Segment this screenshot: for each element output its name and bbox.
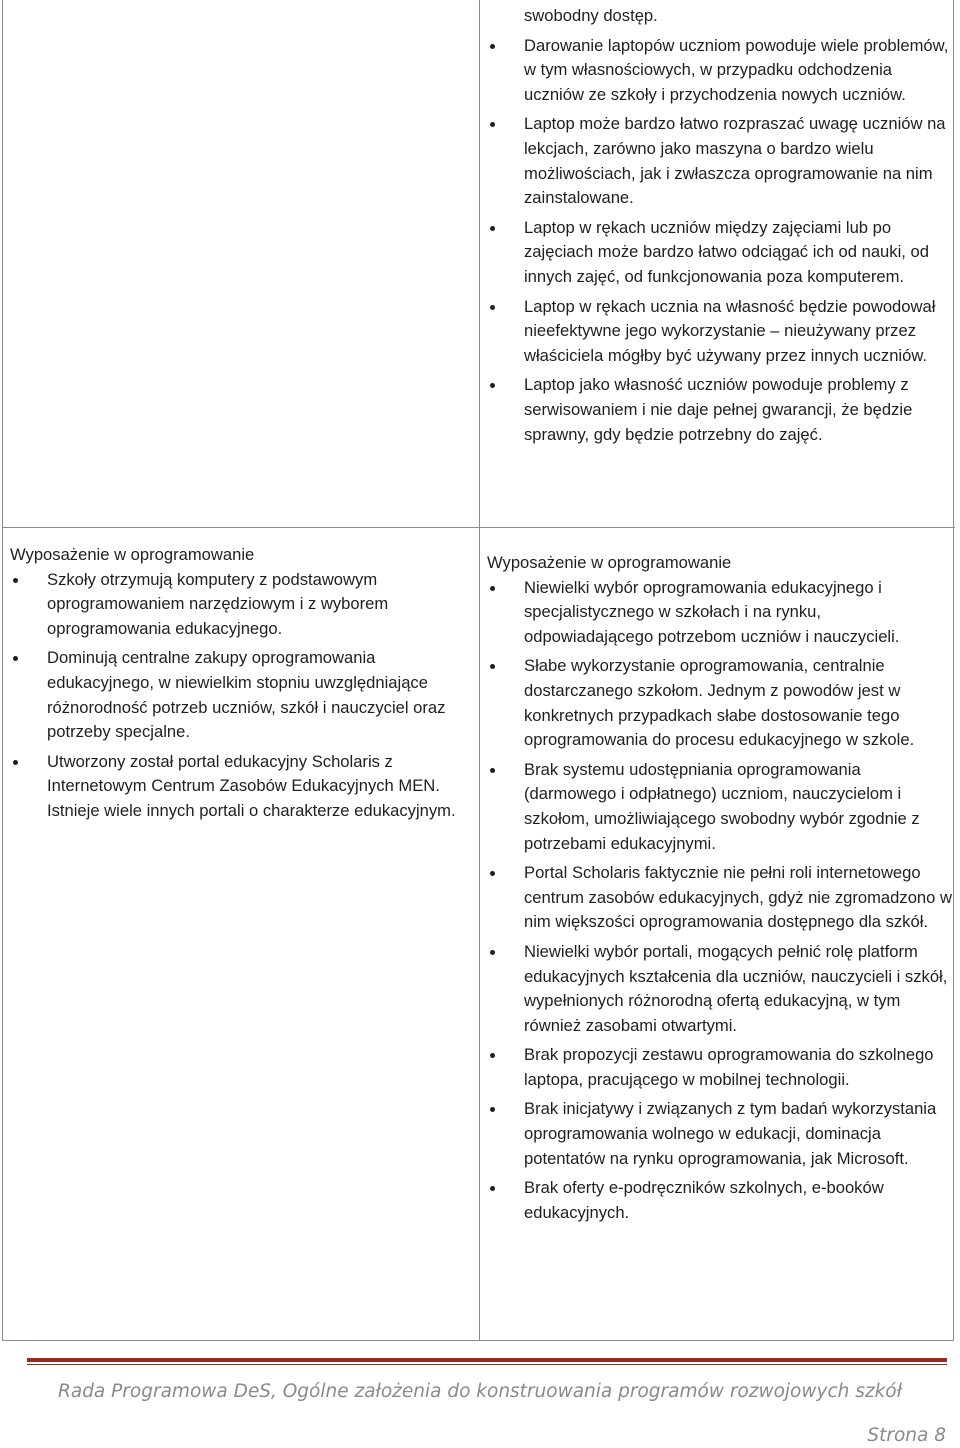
list-item: Portal Scholaris faktycznie nie pełni roli internetowego centrum zasobów edukacyjnych, gdyż nie zgromadzono w nim większości oprogramowania dostępnego dla szkół. — [487, 861, 953, 935]
list-item: Laptop w rękach uczniów między zajęciami lub po zajęciach może bardzo łatwo odciągać ich od nauki, od innych zajęć, od funkcjonowania poza komputerem. — [487, 216, 953, 290]
bullet-list — [487, 34, 953, 448]
footer-text: Rada Programowa DeS, Ogólne założenia do konstruowania programów rozwojowych szkół — [58, 1381, 902, 1402]
bullet-list — [10, 568, 468, 824]
list-item: Niewielki wybór oprogramowania edukacyjnego i specjalistycznego w szkołach i na rynku, odpowiadającego potrzebom uczniów i nauczycieli. — [487, 576, 953, 650]
page-number: Strona 8 — [867, 1425, 946, 1446]
list-item: Utworzony został portal edukacyjny Scholaris z Internetowym Centrum Zasobów Edukacyjnych MEN. Istnieje wiele innych portali o charakterze edukacyjnym. — [10, 750, 468, 824]
cell-top-right — [487, 4, 953, 452]
list-item: Brak inicjatywy i związanych z tym badań wykorzystania oprogramowania wolnego w edukacji, dominacja potentatów na rynku oprogramowania, jak Microsoft. — [487, 1097, 953, 1171]
list-item: Słabe wykorzystanie oprogramowania, centralnie dostarczanego szkołom. Jednym z powodów jest w konkretnych przypadkach słabe dostosowanie tego oprogramowania do procesu edukacyjnego w szkole. — [487, 654, 953, 752]
list-item: Szkoły otrzymują komputery z podstawowym oprogramowaniem narzędziowym i z wyborem oprogramowania edukacyjnego. — [10, 568, 468, 642]
footer-rule — [27, 1358, 947, 1362]
cell-bottom-right — [487, 551, 953, 1230]
footer-rule-thin — [27, 1364, 947, 1365]
list-item: Brak oferty e-podręczników szkolnych, e-booków edukacyjnych. — [487, 1176, 953, 1225]
list-item: Darowanie laptopów uczniom powoduje wiele problemów, w tym własnościowych, w przypadku odchodzenia uczniów ze szkoły i przychodzenia nowych uczniów. — [487, 34, 953, 108]
list-item: Laptop w rękach ucznia na własność będzie powodował nieefektywne jego wykorzystanie – nieużywany przez właściciela mógłby być używany przez innych uczniów. — [487, 295, 953, 369]
bullet-list — [487, 576, 953, 1226]
list-item: Dominują centralne zakupy oprogramowania edukacyjnego, w niewielkim stopniu uwzględniające różnorodność potrzeb uczniów, szkół i nauczyciel oraz potrzeby specjalne. — [10, 646, 468, 744]
list-item: Laptop może bardzo łatwo rozpraszać uwagę uczniów na lekcjach, zarówno jako maszyna o bardzo wielu możliwościach, jak i zwłaszcza oprogramowanie na nim zainstalowane. — [487, 112, 953, 210]
section-heading: Wyposażenie w oprogramowanie — [487, 553, 732, 572]
column-divider — [479, 0, 480, 1341]
list-item: Brak propozycji zestawu oprogramowania do szkolnego laptopa, pracującego w mobilnej technologii. — [487, 1043, 953, 1092]
list-item: Niewielki wybór portali, mogących pełnić rolę platform edukacyjnych kształcenia dla uczniów, nauczycieli i szkół, wypełnionych różnorodną ofertą edukacyjną, w tym również zasobami otwartymi. — [487, 940, 953, 1038]
section-heading: Wyposażenie w oprogramowanie — [10, 545, 255, 564]
lead-text: swobodny dostęp. — [524, 6, 658, 25]
row-divider — [3, 527, 955, 528]
list-item: Brak systemu udostępniania oprogramowania (darmowego i odpłatnego) uczniom, nauczycielom i szkołom, umożliwiającego swobodny wybór zgodnie z potrzebami edukacyjnymi. — [487, 758, 953, 856]
list-item: Laptop jako własność uczniów powoduje problemy z serwisowaniem i nie daje pełnej gwarancji, że będzie sprawny, gdy będzie potrzebny do zajęć. — [487, 373, 953, 447]
cell-bottom-left — [10, 543, 468, 829]
